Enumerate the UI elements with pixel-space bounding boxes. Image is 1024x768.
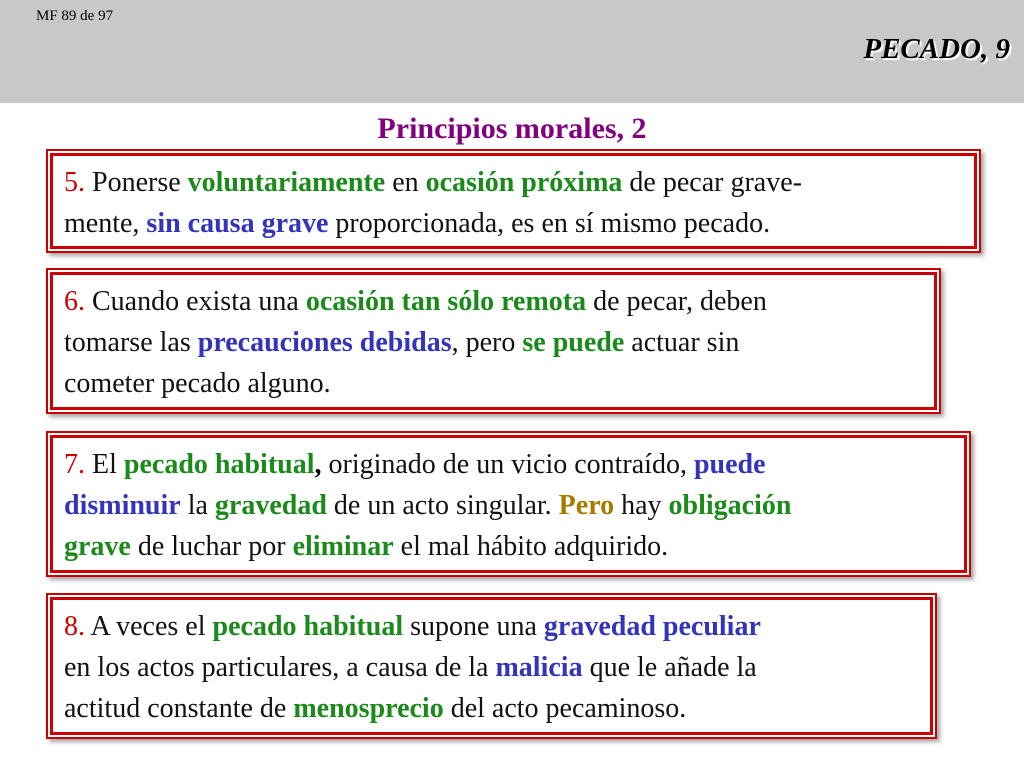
principle-number: 7. — [64, 449, 85, 480]
text-span: que le añade la — [582, 652, 757, 683]
text-span: mente, — [64, 208, 147, 239]
highlight-term: puede — [693, 449, 766, 480]
text-span: actitud constante de — [64, 693, 294, 724]
text-span: el mal hábito adquirido. — [393, 531, 669, 562]
text-span: del acto pecaminoso. — [443, 693, 687, 724]
text-span: de un acto singular. — [326, 490, 559, 521]
highlight-term: ocasión tan sólo remota — [305, 286, 587, 317]
text-span: Cuando exista una — [85, 286, 306, 317]
principle-box-6 — [50, 272, 937, 410]
text-span: , — [314, 449, 322, 480]
highlight-term: ocasión próxima — [425, 167, 623, 198]
page-subtitle: Principios morales, 2 — [377, 112, 647, 145]
slide-header — [0, 0, 1024, 103]
highlight-term: Pero — [558, 490, 615, 521]
highlight-term: disminuir — [64, 490, 181, 521]
text-span: originado de un vicio contraído, — [321, 449, 694, 480]
topic-title: PECADO, 9 — [863, 33, 1010, 65]
highlight-term: grave — [64, 531, 131, 562]
highlight-term: pecado habitual — [123, 449, 315, 480]
text-span: en los actos particulares, a causa de la — [64, 652, 496, 683]
text-span: hay — [614, 490, 669, 521]
principle-number: 6. — [64, 286, 85, 317]
highlight-term: menosprecio — [293, 693, 444, 724]
text-span: supone una — [403, 611, 544, 642]
highlight-term: malicia — [495, 652, 583, 683]
text-span: de luchar por — [130, 531, 293, 562]
principle-box-7 — [50, 435, 967, 573]
highlight-term: voluntariamente — [187, 167, 386, 198]
text-span: , pero — [451, 327, 523, 358]
text-span: tomarse las — [64, 327, 198, 358]
highlight-term: pecado habitual — [212, 611, 404, 642]
slide-number: MF 89 de 97 — [36, 8, 114, 24]
highlight-term: gravedad — [214, 490, 327, 521]
principle-number: 5. — [64, 167, 85, 198]
highlight-term: eliminar — [292, 531, 394, 562]
highlight-term: precauciones debidas — [197, 327, 452, 358]
text-span: de pecar grave- — [622, 167, 802, 198]
highlight-term: sin causa grave — [146, 208, 329, 239]
principle-text — [64, 162, 964, 244]
principle-number: 8. — [64, 611, 85, 642]
highlight-term: se puede — [522, 327, 625, 358]
highlight-term: obligación — [668, 490, 792, 521]
principle-text — [64, 606, 920, 729]
text-span: cometer pecado alguno. — [64, 368, 331, 399]
principle-text — [64, 281, 924, 404]
text-span: El — [85, 449, 124, 480]
principle-box-5 — [50, 153, 977, 249]
text-span: la — [180, 490, 215, 521]
text-span: proporcionada, es en sí mismo pecado. — [328, 208, 771, 239]
text-span: de pecar, deben — [586, 286, 767, 317]
highlight-term: gravedad peculiar — [543, 611, 761, 642]
text-span: Ponerse — [85, 167, 188, 198]
principle-box-8 — [50, 597, 933, 735]
text-span: A veces el — [85, 611, 213, 642]
text-span: actuar sin — [624, 327, 740, 358]
text-span: en — [385, 167, 426, 198]
principle-text — [64, 444, 954, 567]
